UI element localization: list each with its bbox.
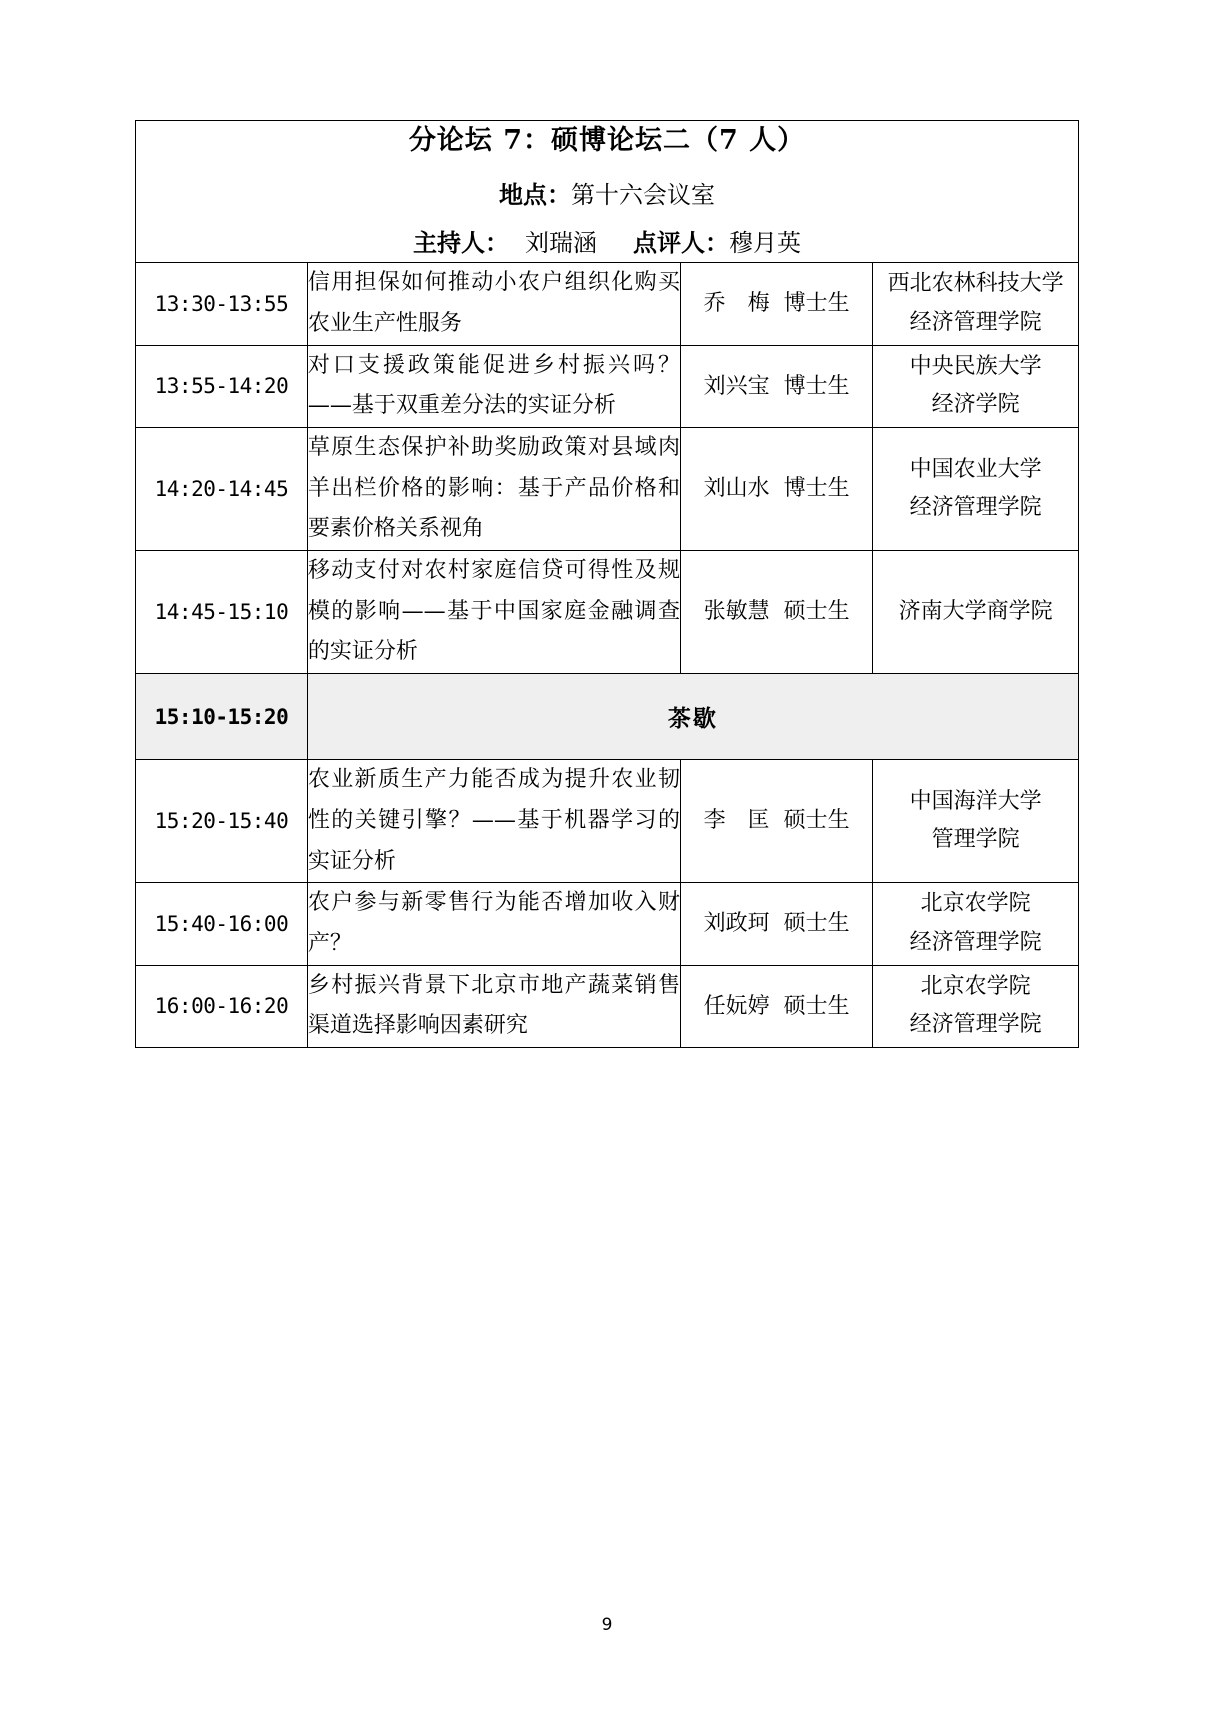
org-line-2: 经济管理学院 bbox=[909, 1012, 1042, 1038]
location-value: 第十六会议室 bbox=[571, 180, 715, 209]
org-line-1: 中央民族大学 bbox=[909, 353, 1042, 379]
row-time: 15:40-16:00 bbox=[136, 883, 308, 965]
row-organization bbox=[873, 965, 1079, 1047]
row-topic: 农户参与新零售行为能否增加收入财产？ bbox=[307, 883, 680, 965]
org-line-2: 经济管理学院 bbox=[909, 495, 1042, 521]
presenter-degree: 硕士生 bbox=[783, 993, 850, 1019]
row-presenter bbox=[680, 965, 872, 1047]
commentator-value: 穆月英 bbox=[729, 228, 801, 257]
org-line-2: 经济管理学院 bbox=[909, 929, 1042, 955]
presenter-surname: 乔 bbox=[703, 291, 726, 317]
row-time: 16:00-16:20 bbox=[136, 965, 308, 1047]
presenter-surname: 任妧婷 bbox=[703, 993, 770, 1019]
table-row bbox=[136, 965, 1079, 1047]
presenter-degree: 硕士生 bbox=[783, 808, 850, 834]
row-presenter bbox=[680, 883, 872, 965]
row-topic: 农业新质生产力能否成为提升农业韧性的关键引擎？——基于机器学习的实证分析 bbox=[307, 760, 680, 883]
table-row bbox=[136, 551, 1079, 674]
row-topic: 乡村振兴背景下北京市地产蔬菜销售渠道选择影响因素研究 bbox=[307, 965, 680, 1047]
org-line-1: 中国农业大学 bbox=[909, 456, 1042, 482]
row-presenter bbox=[680, 428, 872, 551]
host-value: 刘瑞涵 bbox=[525, 228, 597, 257]
presenter-given: 梅 bbox=[747, 291, 770, 317]
table-row bbox=[136, 263, 1079, 345]
org-line-1: 西北农林科技大学 bbox=[887, 271, 1064, 297]
org-line-1: 济南大学商学院 bbox=[898, 598, 1053, 624]
row-time: 14:20-14:45 bbox=[136, 428, 308, 551]
host-label: 主持人： bbox=[413, 227, 509, 257]
presenter-degree: 硕士生 bbox=[783, 911, 850, 937]
row-organization bbox=[873, 760, 1079, 883]
org-line-2: 管理学院 bbox=[931, 827, 1020, 853]
row-topic: 草原生态保护补助奖励政策对县域肉羊出栏价格的影响：基于产品价格和要素价格关系视角 bbox=[307, 428, 680, 551]
page-title: 分论坛 7：硕博论坛二（7 人） bbox=[408, 125, 806, 156]
org-line-2: 经济管理学院 bbox=[909, 309, 1042, 335]
row-organization bbox=[873, 883, 1079, 965]
table-header-row bbox=[136, 121, 1079, 263]
presenter-surname: 刘兴宝 bbox=[703, 373, 770, 399]
org-line-1: 中国海洋大学 bbox=[909, 788, 1042, 814]
row-topic: 移动支付对农村家庭信贷可得性及规模的影响——基于中国家庭金融调查的实证分析 bbox=[307, 551, 680, 674]
table-row bbox=[136, 883, 1079, 965]
row-topic: 对口支援政策能促进乡村振兴吗？——基于双重差分法的实证分析 bbox=[307, 345, 680, 427]
break-time: 15:10-15:20 bbox=[136, 674, 308, 760]
row-organization bbox=[873, 263, 1079, 345]
break-label: 茶歇 bbox=[307, 674, 1078, 760]
presenter-surname: 李 bbox=[703, 808, 726, 834]
session-hosts bbox=[136, 224, 1078, 262]
row-presenter bbox=[680, 263, 872, 345]
presenter-surname: 张敏慧 bbox=[703, 599, 770, 625]
row-organization bbox=[873, 551, 1079, 674]
presenter-given: 匡 bbox=[747, 808, 770, 834]
presenter-degree: 博士生 bbox=[783, 373, 850, 399]
presenter-surname: 刘政珂 bbox=[703, 911, 770, 937]
row-presenter bbox=[680, 551, 872, 674]
session-location bbox=[136, 176, 1078, 214]
row-presenter bbox=[680, 760, 872, 883]
session-header-cell bbox=[136, 121, 1079, 263]
row-topic: 信用担保如何推动小农户组织化购买农业生产性服务 bbox=[307, 263, 680, 345]
row-presenter bbox=[680, 345, 872, 427]
table-row bbox=[136, 428, 1079, 551]
session-schedule-table bbox=[135, 120, 1079, 1048]
presenter-degree: 博士生 bbox=[783, 291, 850, 317]
org-line-2: 经济学院 bbox=[931, 392, 1020, 418]
commentator-label: 点评人： bbox=[633, 227, 729, 257]
page-number: 9 bbox=[601, 1615, 613, 1635]
row-time: 13:55-14:20 bbox=[136, 345, 308, 427]
row-organization bbox=[873, 345, 1079, 427]
table-row-break bbox=[136, 674, 1079, 760]
presenter-surname: 刘山水 bbox=[703, 476, 770, 502]
row-time: 13:30-13:55 bbox=[136, 263, 308, 345]
table-row bbox=[136, 760, 1079, 883]
org-line-1: 北京农学院 bbox=[920, 891, 1031, 917]
presenter-degree: 博士生 bbox=[783, 476, 850, 502]
row-time: 15:20-15:40 bbox=[136, 760, 308, 883]
table-row bbox=[136, 345, 1079, 427]
row-time: 14:45-15:10 bbox=[136, 551, 308, 674]
org-line-1: 北京农学院 bbox=[920, 973, 1031, 999]
location-label: 地点： bbox=[499, 179, 571, 209]
row-organization bbox=[873, 428, 1079, 551]
presenter-degree: 硕士生 bbox=[783, 599, 850, 625]
